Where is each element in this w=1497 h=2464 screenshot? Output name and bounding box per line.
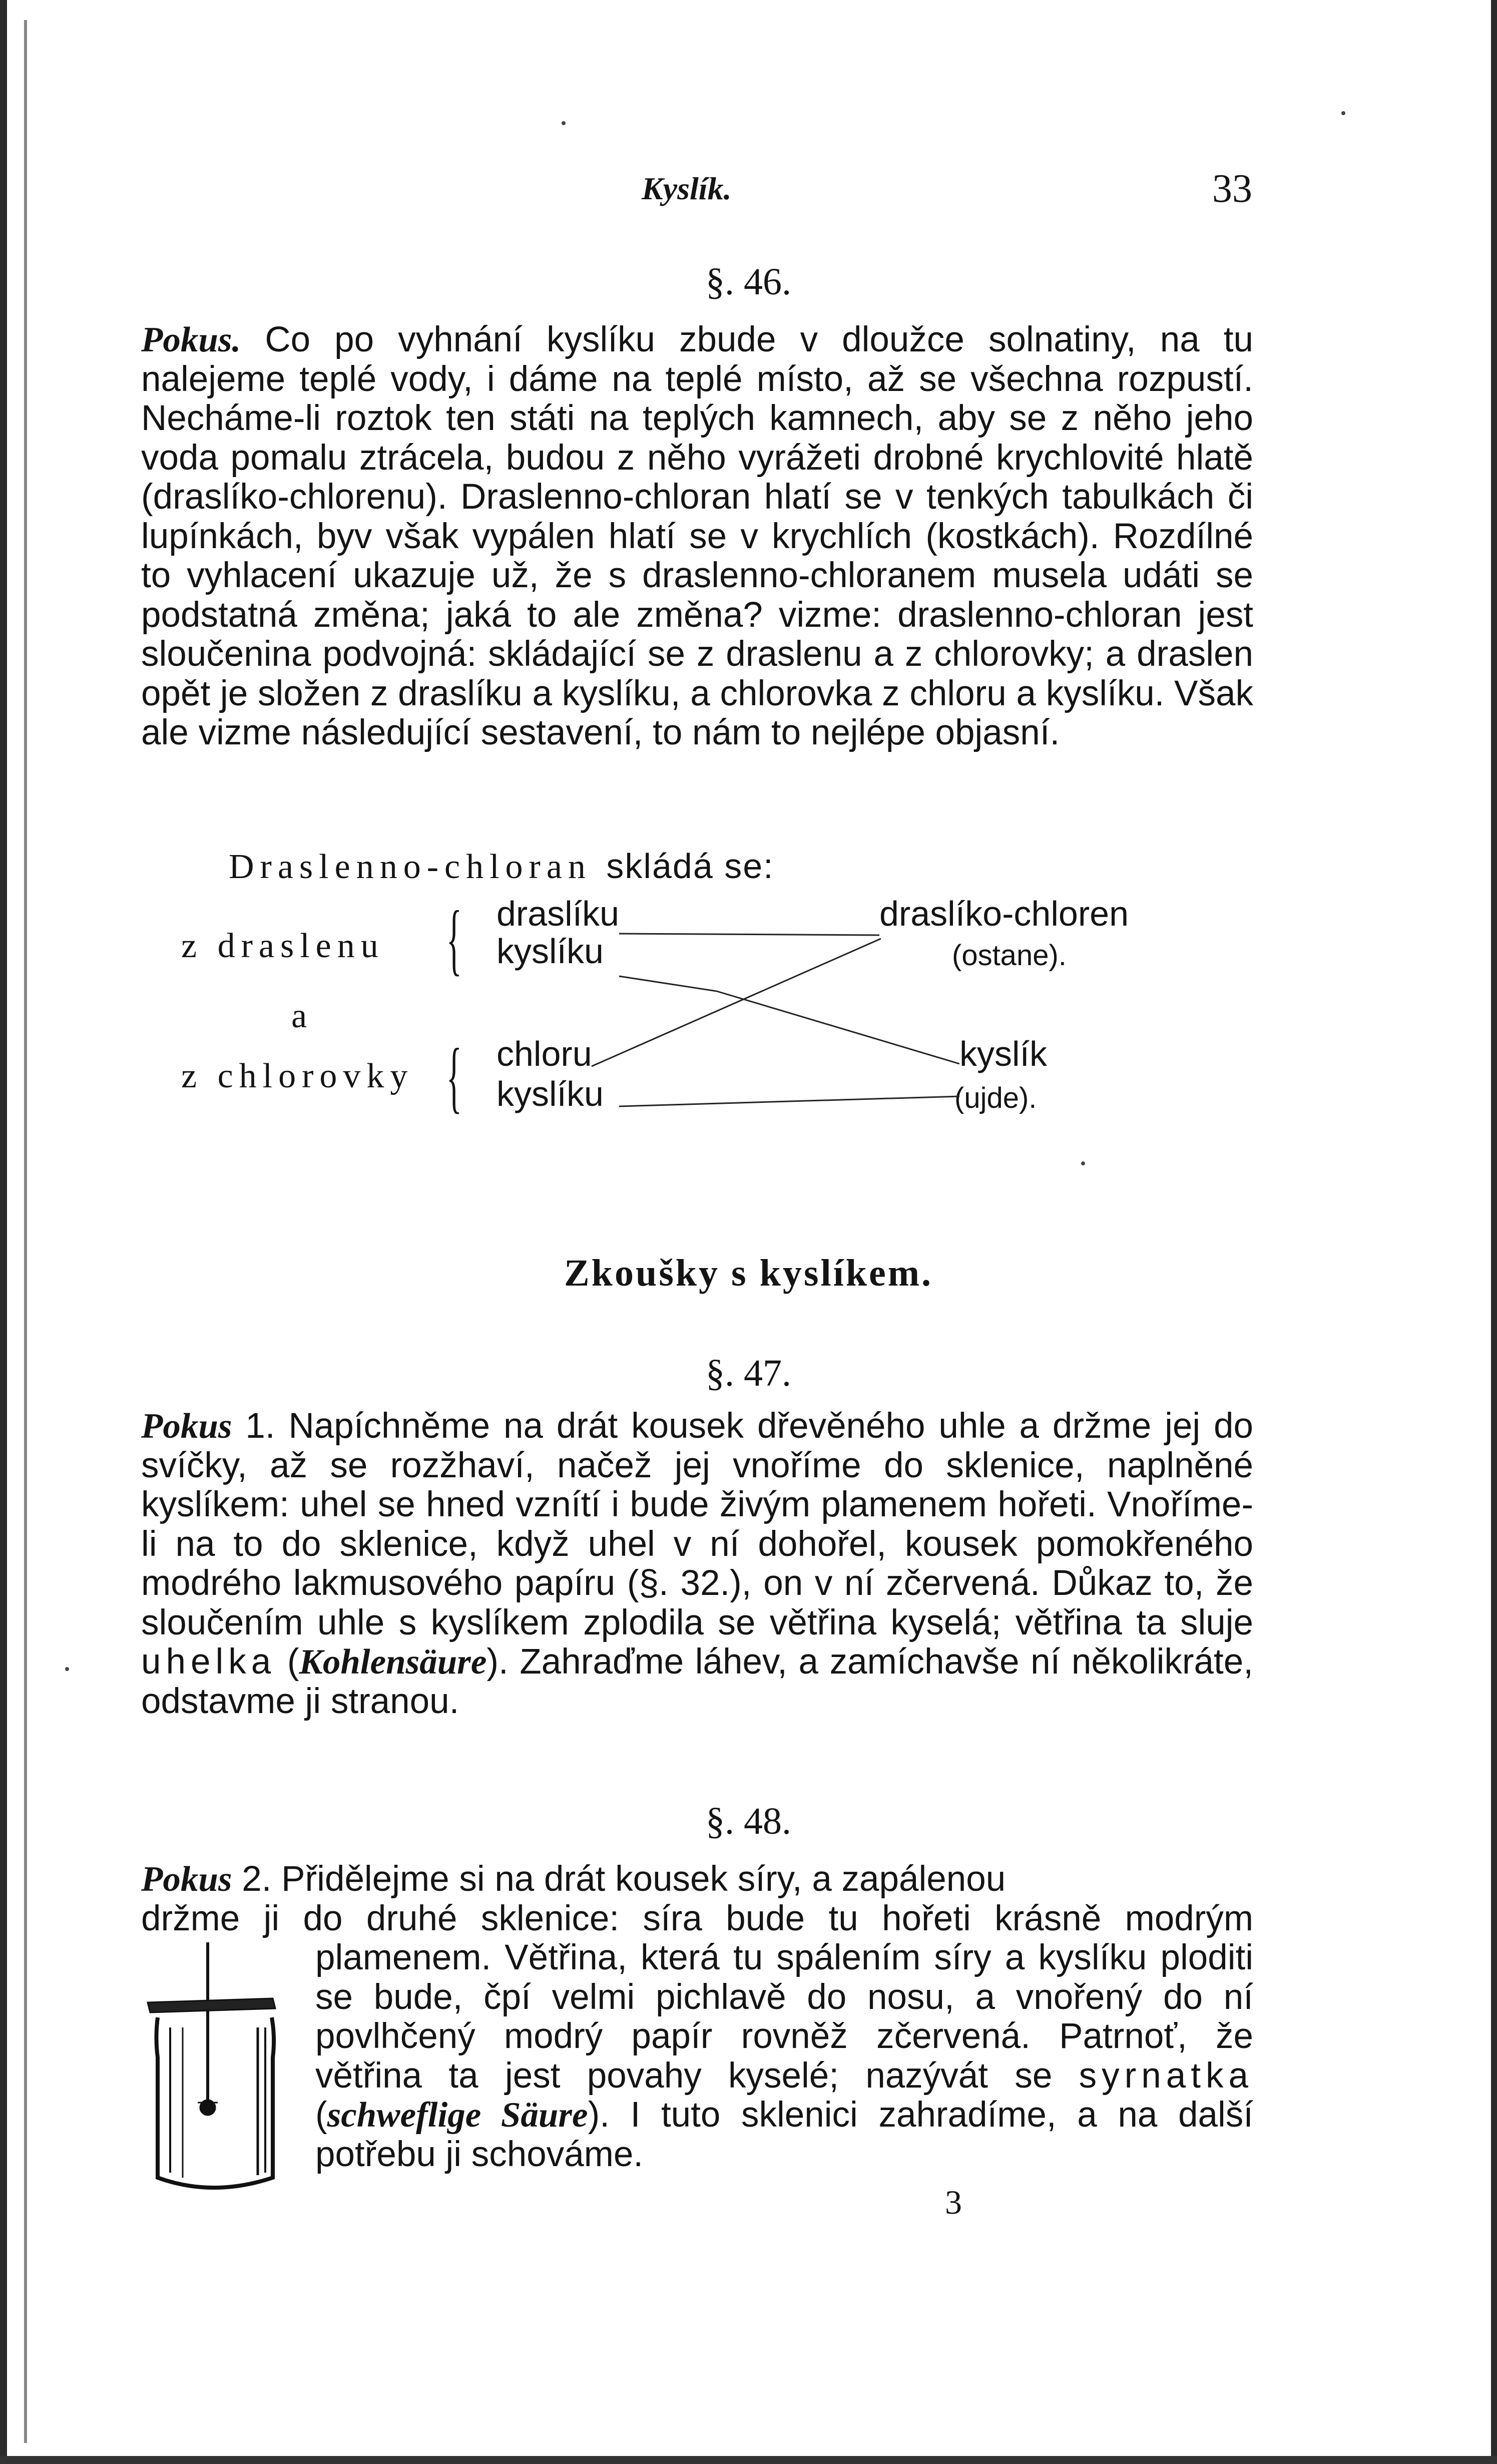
signature-mark: 3 (945, 2183, 962, 2221)
running-title: Kyslík. (642, 171, 732, 206)
term-schweflige-saure: schweflige Säure (327, 2096, 588, 2135)
paragraph-47-text: Napíchněme na drát kousek dřevěného uhle a držme jej do svíčky, až se rozžhaví, načež jej vnoříme do sklenice, naplněné kyslíkem: uhel se hned vznítí i bude živým plamenem hořeti. Vnoříme-li na to do sklenice, když uhel v ní dohořel, kousek pomokřeného modrého lakmusového papíru (§. 32.), on v ní zčervená. Důkaz to, že sloučením uhle s kyslíkem zplodila se větřina kyselá; větřina ta sluje (141, 1406, 1253, 1642)
jar-lid (148, 1998, 275, 2012)
paragraph-48-wrapped (315, 1938, 1253, 2174)
diagram-brace-1: { (446, 894, 462, 983)
paragraph-48-tail: I tuto sklenici zahradíme, a na další potřebu ji schováme. (315, 2095, 1254, 2174)
scan-speck (1081, 1161, 1085, 1165)
page-number: 33 (1212, 167, 1252, 211)
paren-close: ). (588, 2095, 610, 2135)
paragraph-46-rest: na tu nalejeme teplé vody, i dáme na teplé místo, až se všechna rozpustí. Necháme-li roztok ten státi na teplých kamnech, aby se z něho jeho voda pomalu ztrácela, budou z něho vyrážeti drobné krychlovité hlatě (draslíko-chlorenu). Draslenno-chloran hlatí se v tenkých tabulkách či lupínkách, byv však vypálen hlatí se v krychlích (kostkách). Rozdílné to vyhlacení ukazuje už, že s draslenno-chloranem musela udáti se podstatná změna; jaká to ale změna? vizme: draslenno-chloran jest sloučenina podvojná: skládající se z draslenu a z chlorovky; a draslen opět je složen z draslíku a kyslíku, a chlorovka z chloru a kyslíku. Však ale vizme následující sestavení, to nám to nejlépe objasní. (141, 320, 1253, 752)
section-heading: Zkoušky s kyslíkem. (564, 1252, 933, 1294)
section-46-heading: §. 46. (706, 261, 791, 303)
diagram-result-note-ujde: (ujde). (954, 1082, 1037, 1114)
line-kyslik1-to-kyslik (619, 976, 717, 991)
page-fold-line (24, 20, 27, 2443)
paragraph-47-number: 1. (232, 1406, 275, 1446)
paren-close: ). (486, 1642, 509, 1682)
term-syrnatka: syrnatka (1079, 2056, 1253, 2096)
line-chlor-to-chloren (592, 939, 881, 1066)
line-kyslik2-to-kyslik (619, 1096, 959, 1106)
section-47-heading: §. 47. (706, 1352, 791, 1394)
scan-speck (65, 1667, 69, 1671)
paragraph-47-tail: Zahraďme láhev, a zamíchavše ní několikráte, odstavme ji stranou. (141, 1642, 1253, 1721)
line-draslik-to-chloren (619, 934, 879, 935)
paragraph-48-lead: Pokus (141, 1860, 232, 1899)
diagram-result-kyslik: kyslík (959, 1034, 1047, 1073)
scan-edge-right (1491, 0, 1497, 2464)
diagram-left-draslen: z draslenu (181, 927, 384, 965)
jar-illustration (138, 1942, 303, 2203)
term-kohlensaure: Kohlensäure (299, 1642, 487, 1682)
paragraph-48 (141, 1860, 1253, 1938)
scan-edge-left (0, 0, 7, 2464)
diagram-brace-2: { (446, 1032, 462, 1121)
section-48-heading: §. 48. (706, 1800, 791, 1842)
paragraph-48-line1: Přidělejme si na drát kousek síry, a zapálenou (271, 1859, 1006, 1899)
term-uhelka: uhelka (141, 1642, 276, 1682)
composition-diagram (141, 846, 1292, 1146)
paragraph-48-wrap: plamenem. Větřina, která tu spálením síry a kyslíku ploditi se bude, čpí velmi pichlavě do nosu, a vnořený do ní povlhčený modrý papír rovněž zčervená. Patrnoť, že větřina ta jest povahy kyselé; nazývát se (315, 1938, 1253, 2096)
scan-speck (562, 121, 566, 125)
diagram-element-kyslik-2: kyslíku (496, 1074, 604, 1113)
paren-open: ( (315, 2095, 327, 2135)
scan-edge-bottom (0, 2456, 1497, 2464)
diagram-element-kyslik-1: kyslíku (496, 932, 604, 971)
diagram-left-chlorovka: z chlorovky (181, 1057, 414, 1095)
paragraph-48-line2: držme ji do druhé sklenice: síra bude tu hořeti krásně modrým (141, 1898, 1253, 1938)
running-header (141, 167, 1252, 215)
paragraph-46 (141, 320, 1253, 753)
paragraph-lead: Pokus. (141, 320, 241, 359)
diagram-element-draslik: draslíku (496, 894, 620, 933)
paren-open: ( (276, 1642, 299, 1682)
diagram-connector-lines (141, 846, 1292, 1146)
diagram-title-suffix: skládá se: (606, 847, 774, 886)
paragraph-47-lead: Pokus (141, 1407, 232, 1446)
diagram-title-compound: Draslenno-chloran (229, 848, 592, 886)
scan-speck (1341, 111, 1345, 115)
paragraph-46-line1: Co po vyhnání kyslíku zbude v dloužce solnatiny, (241, 320, 1136, 359)
diagram-result-draslikochloren: draslíko-chloren (879, 894, 1129, 933)
diagram-element-chlor: chloru (496, 1034, 592, 1073)
line-kyslik1-to-kyslik-2 (717, 991, 959, 1064)
paragraph-48-number: 2. (232, 1859, 272, 1899)
diagram-and: a (291, 997, 307, 1035)
paragraph-47 (141, 1407, 1253, 1721)
diagram-result-note-ostane: (ostane). (952, 939, 1067, 972)
